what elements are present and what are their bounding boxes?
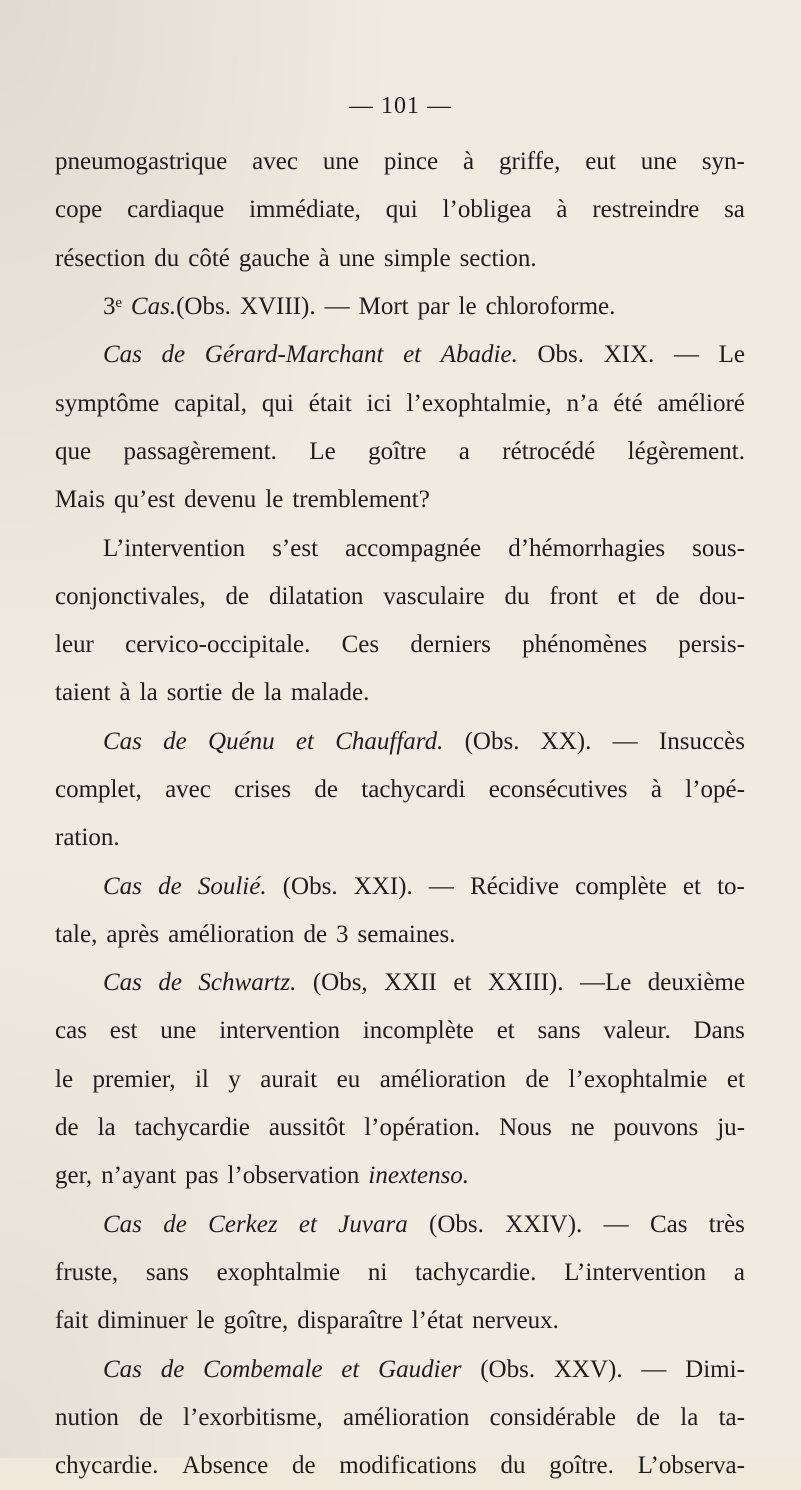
word: syn- [701, 148, 745, 176]
word: 3ᵉ [103, 293, 122, 321]
word: été [613, 389, 643, 417]
text-line [55, 862, 745, 910]
word: ne [570, 1114, 595, 1142]
text-line [55, 379, 745, 427]
word: la [263, 679, 282, 707]
word: disparaître [297, 1307, 403, 1335]
word: amélioration [343, 1403, 470, 1431]
word: Le [718, 341, 745, 369]
word: après [106, 920, 160, 948]
word: — [641, 1355, 667, 1383]
word: fruste, [55, 1258, 119, 1286]
word: L’observa- [637, 1452, 745, 1480]
word: et [496, 1017, 515, 1045]
word: à [318, 244, 330, 272]
word: de [655, 582, 680, 610]
word: est [109, 1017, 138, 1045]
word: — [612, 727, 638, 755]
text-line [55, 573, 745, 621]
word: à [462, 148, 475, 176]
word: Insuccès [658, 727, 745, 755]
word: econsécutives [488, 776, 628, 803]
word: à [650, 776, 662, 803]
word: semaines. [357, 920, 456, 948]
word: n’a [566, 389, 599, 417]
text-line [55, 718, 745, 766]
italic-word: Cas [103, 872, 142, 900]
italic-word: Cas [103, 1355, 142, 1383]
text-line [55, 138, 745, 186]
word: de [55, 1114, 79, 1142]
word: amélioration [379, 1065, 507, 1093]
word: symptôme [55, 389, 160, 417]
word: une [640, 148, 677, 176]
word: cervico-occipitale. [125, 631, 311, 659]
word: sortie [166, 679, 223, 707]
word: la [680, 1403, 699, 1431]
word: l’opération. [364, 1114, 481, 1142]
word: aussitôt [268, 1114, 346, 1142]
word: l’état [411, 1307, 464, 1335]
italic-word: de [158, 969, 182, 997]
word: (Obs. [176, 293, 231, 321]
word: 3 [336, 920, 349, 948]
text-line [55, 1152, 745, 1200]
word: XXI). [353, 872, 413, 900]
word: de [225, 582, 250, 610]
word: complet, [55, 776, 142, 803]
word: sans [537, 1017, 581, 1045]
text-line [55, 1201, 745, 1249]
word: XXII [384, 969, 437, 997]
word: qu’est [114, 486, 176, 514]
word: du [154, 244, 180, 272]
italic-word: Cas [103, 1210, 142, 1238]
text-line [55, 186, 745, 234]
italic-word: Juvara [338, 1210, 408, 1238]
word: incomplète [362, 1017, 474, 1045]
word: ni [367, 1258, 388, 1286]
word: intervention [219, 1017, 341, 1045]
word: (Obs. [429, 1210, 484, 1238]
word: section. [459, 244, 537, 272]
italic-word: Cas. [130, 293, 177, 321]
word: pneumogastrique [55, 148, 228, 176]
text-line [55, 1249, 745, 1297]
word: ici [366, 389, 392, 417]
word: à [556, 196, 568, 224]
word: une [160, 1017, 197, 1045]
word: dou- [699, 582, 745, 610]
word: amélioration [168, 920, 295, 948]
word: complète [575, 872, 667, 900]
text-line [55, 1394, 745, 1442]
word: L’intervention [564, 1258, 707, 1286]
word: et [682, 872, 701, 900]
word: — [324, 293, 350, 321]
word: capital, [174, 389, 247, 417]
word: conjonctivales, [55, 582, 206, 610]
word: tremblement? [292, 486, 430, 514]
text-line [55, 1056, 745, 1104]
word: XXIV). [505, 1210, 583, 1238]
word: sans [145, 1258, 189, 1286]
italic-word: Abadie. [440, 341, 518, 369]
word: l’exophtalmie, [406, 389, 552, 417]
italic-word: de [163, 727, 187, 755]
italic-word: et [403, 341, 422, 369]
word: il [194, 1065, 209, 1093]
word: de [231, 679, 255, 707]
word: Mort [358, 293, 409, 321]
word: résection [55, 244, 146, 272]
word: a [733, 1258, 745, 1286]
word: était [308, 389, 352, 417]
word: le [55, 1065, 74, 1093]
word: et [726, 1065, 745, 1093]
word: restreindre [592, 196, 700, 224]
word: nerveux. [472, 1307, 559, 1335]
word: chycardie. [55, 1452, 159, 1480]
word: considérable [489, 1403, 617, 1431]
word: a [458, 437, 470, 465]
word: accompagnée [345, 534, 482, 562]
word: phénomènes [522, 631, 648, 659]
italic-word: Cas [103, 969, 142, 997]
italic-word: Schwartz. [198, 969, 297, 997]
word: l’opé- [685, 776, 745, 803]
italic-word: et [341, 1355, 360, 1383]
word: cas [55, 1017, 87, 1045]
word: goître. [549, 1452, 614, 1480]
word: (Obs. [480, 1355, 536, 1383]
word: le [265, 486, 284, 514]
italic-word: Gaudier [378, 1355, 462, 1383]
word: exophtalmie [216, 1258, 341, 1286]
word: L’intervention [103, 534, 246, 562]
word: diminuer [97, 1307, 188, 1335]
word: griffe, [499, 148, 561, 176]
word: — [673, 341, 699, 369]
word: fait [55, 1307, 89, 1335]
word: de [636, 1403, 660, 1431]
word: eut [585, 148, 616, 176]
italic-word: de [161, 341, 186, 369]
text-line [55, 476, 745, 524]
word: pouvons [613, 1114, 699, 1142]
word: (Obs. [464, 727, 520, 755]
word: rétrocédé [502, 437, 596, 465]
word: passagèrement. [123, 437, 277, 465]
word: ger, [55, 1162, 93, 1190]
word: Nous [499, 1114, 552, 1142]
word: to- [717, 872, 745, 900]
word: et [617, 582, 636, 610]
word: et [453, 969, 472, 997]
word: l’exorbitisme, [183, 1403, 323, 1431]
text-line [55, 814, 745, 862]
word: Ces [341, 631, 380, 659]
text-line [55, 669, 745, 717]
word: avec [252, 148, 298, 176]
italic-word: de [158, 872, 182, 900]
word: la [97, 1114, 116, 1142]
text-line [55, 235, 745, 283]
word: l’observation [227, 1162, 360, 1190]
word: amélioré [657, 389, 745, 417]
word: malade. [290, 679, 370, 707]
word: sa [724, 196, 745, 224]
text-line [55, 766, 745, 814]
word: de [314, 776, 338, 803]
italic-word: Quénu [208, 727, 275, 755]
word: une [338, 244, 375, 272]
word: l’obligea [442, 196, 532, 224]
word: cope [55, 196, 103, 224]
word: front [549, 582, 598, 610]
word: pince [383, 148, 439, 176]
word: taient [55, 679, 111, 707]
page-number: — 101 — [349, 93, 452, 119]
word: tachycardi [361, 776, 466, 803]
text-line [55, 1104, 745, 1152]
text-line [55, 959, 745, 1007]
word: derniers [410, 631, 491, 659]
word: (Obs, [312, 969, 368, 997]
word: cardiaque [127, 196, 225, 224]
word: y [228, 1065, 241, 1093]
text-line [55, 1007, 745, 1055]
italic-word: Cas [103, 341, 142, 369]
word: ju- [717, 1114, 745, 1142]
word: très [708, 1210, 745, 1238]
word: pas [185, 1162, 219, 1190]
word: — [428, 872, 454, 900]
word: immédiate, [249, 196, 361, 224]
word: —Le [579, 969, 632, 997]
italic-word: de [163, 1210, 187, 1238]
word: ta- [718, 1403, 745, 1431]
word: sous- [692, 534, 745, 562]
word: qui [385, 196, 418, 224]
word: XXIII). [487, 969, 564, 997]
word: tachycardie [134, 1114, 250, 1142]
text-line [55, 1442, 745, 1490]
word: tale, [55, 920, 98, 948]
text-line [55, 524, 745, 572]
word: nution [55, 1403, 119, 1431]
word: tachycardie. [414, 1258, 537, 1286]
word: simple [383, 244, 451, 272]
italic-word: Chauffard. [335, 727, 444, 755]
word: l’exophtalmie [568, 1065, 708, 1093]
word: chloroforme. [485, 293, 616, 321]
word: vasculaire [383, 582, 485, 610]
word: aurait [260, 1065, 318, 1093]
italic-word: Cas [103, 727, 142, 755]
word: premier, [92, 1065, 176, 1093]
word: — [603, 1210, 629, 1238]
word: le [458, 293, 477, 321]
word: de [525, 1065, 550, 1093]
word: de [291, 1452, 316, 1480]
word: crises [234, 776, 292, 803]
word: légèrement. [627, 437, 745, 465]
italic-word: extenso. [387, 1162, 470, 1190]
italic-word: Combemale [203, 1355, 323, 1383]
word: deuxième [647, 969, 745, 997]
word: XVIII). [239, 293, 316, 321]
word: persis- [678, 631, 745, 659]
word: devenu [184, 486, 257, 514]
word: ration. [55, 824, 120, 852]
text-line [55, 911, 745, 959]
word: à [119, 679, 131, 707]
body-text [55, 138, 745, 1490]
word: de [139, 1403, 163, 1431]
word: du [504, 582, 530, 610]
word: une [322, 148, 359, 176]
word: s’est [272, 534, 319, 562]
italic-word: in [368, 1162, 388, 1190]
word: modifications [339, 1452, 477, 1480]
word: Obs. [537, 341, 584, 369]
word: qui [261, 389, 294, 417]
word: d’hémorrhagies [508, 534, 666, 562]
word: du [500, 1452, 526, 1480]
word: dilatation [268, 582, 364, 610]
italic-word: et [295, 727, 314, 755]
word: gauche [238, 244, 310, 272]
word: eu [336, 1065, 361, 1093]
word: de [303, 920, 328, 948]
word: Mais [55, 486, 105, 514]
word: avec [165, 776, 211, 803]
word: le [196, 1307, 215, 1335]
italic-word: Cerkez [208, 1210, 278, 1238]
italic-word: Soulié. [197, 872, 267, 900]
text-line [55, 1345, 745, 1393]
word: n’ayant [101, 1162, 177, 1190]
text-line [55, 428, 745, 476]
word: par [417, 293, 450, 321]
word: XXV). [553, 1355, 623, 1383]
word: Absence [182, 1452, 269, 1480]
word: leur [55, 631, 94, 659]
word: la [139, 679, 158, 707]
word: Cas [649, 1210, 688, 1238]
word: XX). [540, 727, 592, 755]
text-line [55, 283, 745, 331]
word: valeur. [603, 1017, 671, 1045]
word: goître [368, 437, 427, 465]
word: que [55, 437, 92, 465]
word: Dans [693, 1017, 745, 1045]
text-line [55, 331, 745, 379]
word: Récidive [470, 872, 559, 900]
word: Le [309, 437, 336, 465]
text-line [55, 621, 745, 669]
word: goître, [223, 1307, 289, 1335]
italic-word: et [298, 1210, 317, 1238]
word: XIX. [603, 341, 655, 369]
italic-word: de [160, 1355, 185, 1383]
word: (Obs. [282, 872, 338, 900]
word: côté [188, 244, 230, 272]
text-line [55, 1297, 745, 1345]
word: Dimi- [685, 1355, 745, 1383]
italic-word: Gérard-Marchant [204, 341, 384, 369]
